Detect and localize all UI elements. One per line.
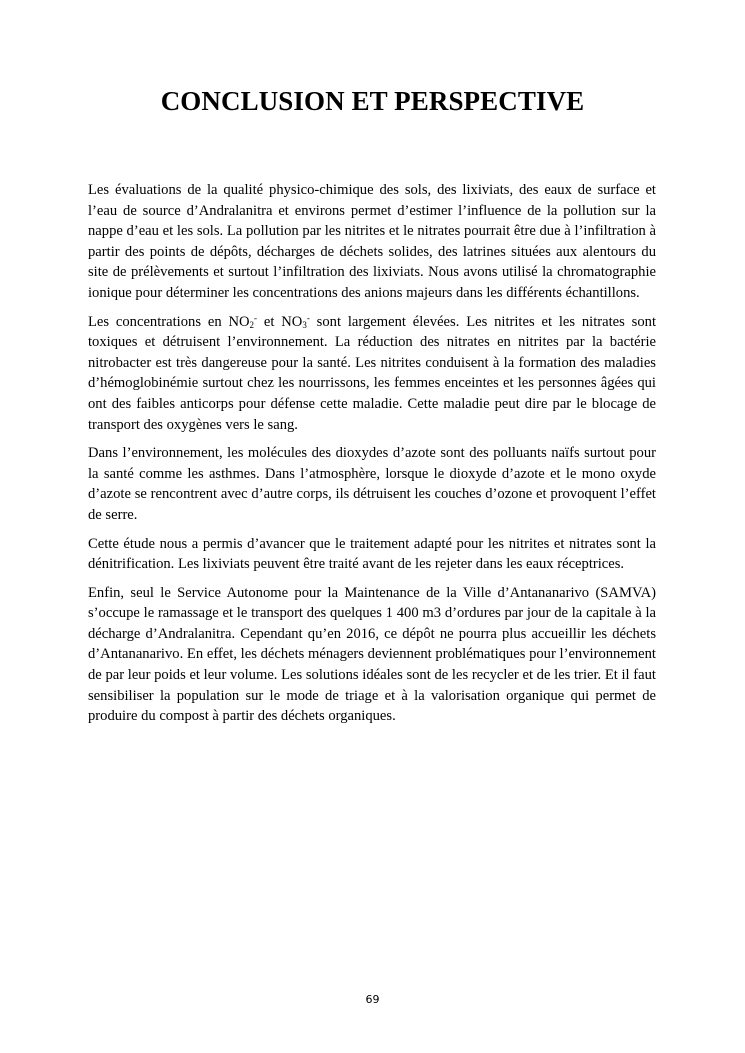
no3-subscript: 3 bbox=[302, 319, 307, 330]
paragraph-5: Enfin, seul le Service Autonome pour la Maintenance de la Ville d’Antananarivo (SAMVA) s’occupe le ramassage et le transport des quelques 1 400 m3 d’ordures par jour de la capitale à la décharge d’Andralanitra. Cependant qu’en 2016, ce dépôt ne pourra plus accueillir les déchets d’Antananarivo. En effet, les déchets ménagers deviennent problématiques pour l’environnement de par leur poids et leur volume. Les solutions idéales sont de les recycler et de les trier. Et il faut sensibiliser la population sur le mode de triage et à la valorisation organique qui permet de produire du compost à partir des déchets organiques. bbox=[88, 584, 656, 725]
no2-subscript: 2 bbox=[249, 319, 255, 330]
paragraph-4: Cette étude nous a permis d’avancer que le traitement adapté pour les nitrites et nitrates sont la dénitrification. Les lixiviats peuvent être traité avant de les rejeter dans les eaux réceptrices. bbox=[88, 535, 656, 573]
paragraph-2 bbox=[88, 312, 656, 436]
paragraph-2-rest: sont largement élevées. Les nitrites et les nitrates sont toxiques et détruisent l’environnement. La réduction des nitrates en nitrites par la bactérie nitrobacter est très dangereuse pour la santé. Les nitrites conduisent à la formation des maladies d’hémoglobinémie surtout chez les nourrissons, les femmes enceintes et les personnes âgées qui ont des faibles anticorps pour défense cette maladie. Cette maladie peut dire par le blocage de transport des oxygènes vers le sang. bbox=[88, 313, 657, 433]
paragraph-2-prefix: Les concentrations en NO bbox=[88, 313, 250, 330]
no2-superscript: - bbox=[254, 312, 258, 323]
page-title: CONCLUSION ET PERSPECTIVE bbox=[160, 86, 585, 116]
paragraph-3: Dans l’environnement, les molécules des dioxydes d’azote sont des polluants naïfs surtout pour la santé comme les asthmes. Dans l’atmosphère, lorsque le dioxyde d’azote et le mono oxyde d’azote se rencontrent avec d’autre corps, ils détruisent les couches d’ozone et provoquent l’effet de serre. bbox=[88, 445, 656, 523]
page-number: 69 bbox=[365, 993, 380, 1006]
no3-superscript: - bbox=[306, 312, 310, 323]
body-text bbox=[88, 180, 656, 735]
paragraph-2-middle: et NO bbox=[257, 313, 303, 330]
paragraph-1: Les évaluations de la qualité physico-chimique des sols, des lixiviats, des eaux de surface et l’eau de source d’Andralanitra et environs permet d’estimer l’influence de la pollution sur la nappe d’eau et les sols. La pollution par les nitrites et le nitrates pourrait être due à l’infiltration à partir des points de dépôts, décharges de déchets solides, des latrines situées aux alentours du site de prélèvements et surtout l’infiltration des lixiviats. Nous avons utilisé la chromatographie ionique pour déterminer les concentrations des anions majeurs dans les différents échantillons. bbox=[88, 182, 656, 301]
